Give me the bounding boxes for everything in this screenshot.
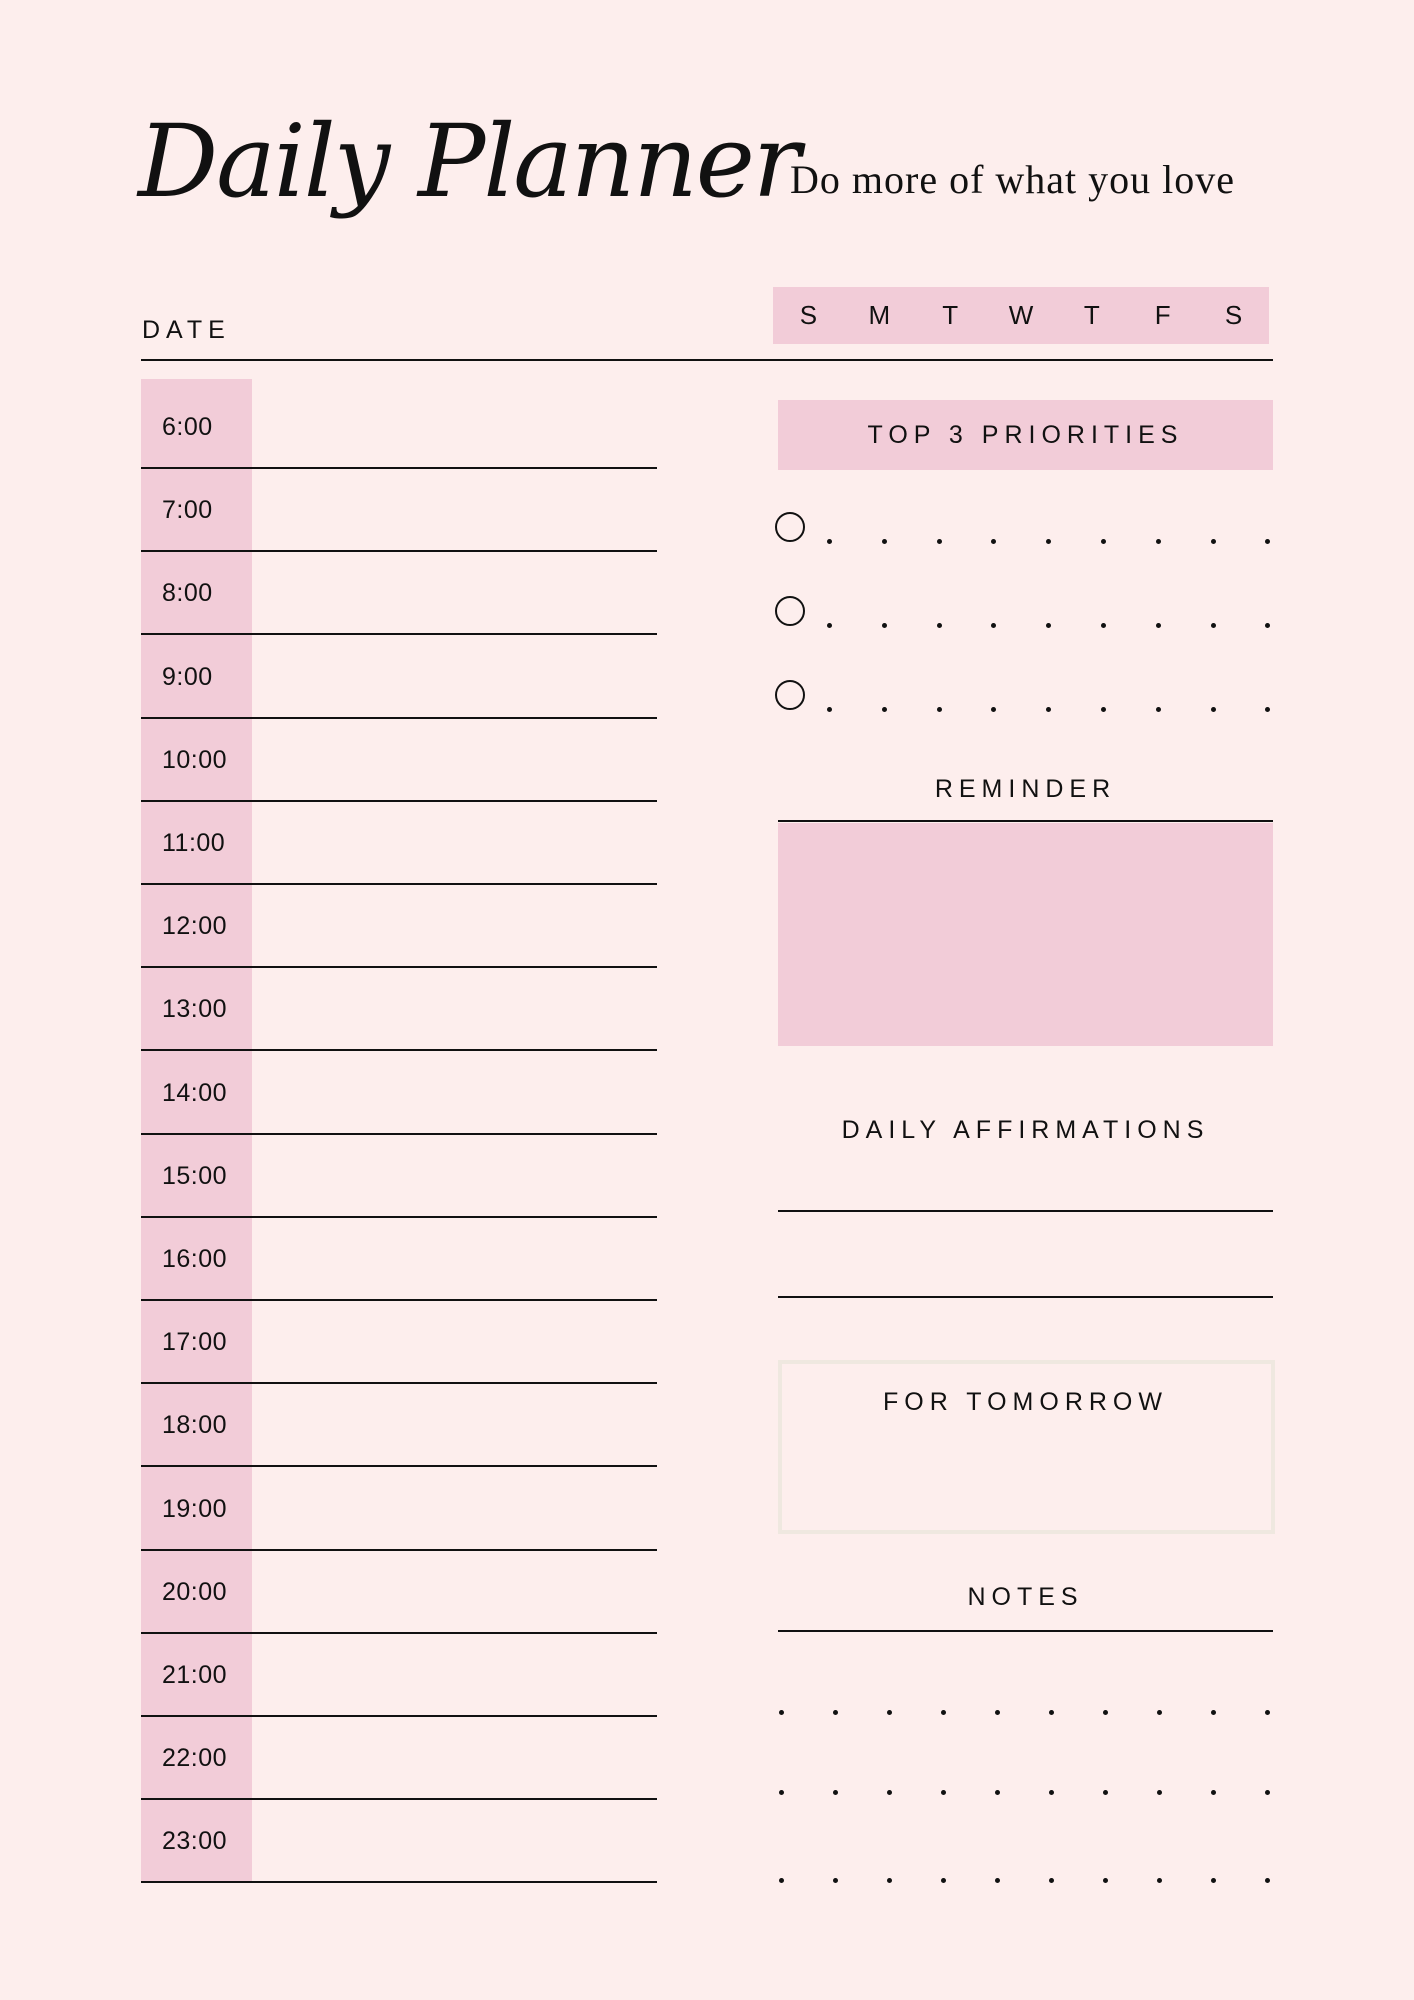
time-label: 10:00 (162, 745, 228, 774)
time-label: 7:00 (162, 496, 213, 525)
dot (1156, 539, 1161, 544)
dot (1103, 1878, 1108, 1883)
notes-dotted-line[interactable] (779, 1790, 1271, 1796)
time-label: 19:00 (162, 1494, 228, 1523)
dot (1101, 539, 1106, 544)
dot (1049, 1710, 1054, 1715)
schedule-line (141, 1881, 657, 1883)
weekday-monday[interactable]: M (868, 300, 891, 330)
dot (937, 707, 942, 712)
priority-item (775, 680, 1275, 720)
time-label: 18:00 (162, 1411, 228, 1440)
dot (1049, 1790, 1054, 1795)
dot (1046, 623, 1051, 628)
tomorrow-heading: FOR TOMORROW (883, 1388, 1168, 1416)
dot (1211, 623, 1216, 628)
dot (1265, 1878, 1270, 1883)
dot (937, 623, 942, 628)
dot (1157, 1790, 1162, 1795)
notes-heading: NOTES (967, 1583, 1084, 1611)
priority-dotted-line[interactable] (827, 539, 1271, 545)
time-label: 15:00 (162, 1161, 228, 1190)
schedule-row[interactable] (141, 719, 657, 802)
time-label: 13:00 (162, 995, 228, 1024)
weekday-sunday[interactable]: S (799, 300, 818, 330)
priorities-heading: TOP 3 PRIORITIES (778, 400, 1273, 470)
dot (887, 1878, 892, 1883)
dot (827, 707, 832, 712)
priority-item (775, 596, 1275, 636)
date-label: DATE (142, 316, 231, 344)
date-field-line[interactable] (141, 359, 1273, 361)
reminder-box[interactable] (778, 823, 1273, 1046)
affirmation-line-1[interactable] (778, 1210, 1273, 1212)
notes-dotted-line[interactable] (779, 1710, 1271, 1716)
priority-checkbox[interactable] (775, 596, 805, 626)
dot (833, 1790, 838, 1795)
weekday-thursday[interactable]: T (1083, 300, 1100, 330)
dot (1103, 1790, 1108, 1795)
schedule-row[interactable] (141, 1468, 657, 1551)
dot (991, 623, 996, 628)
dot (1156, 623, 1161, 628)
priority-dotted-line[interactable] (827, 623, 1271, 629)
schedule-row[interactable] (141, 1800, 657, 1883)
dot (1265, 1710, 1270, 1715)
dot (882, 707, 887, 712)
notes-rule (778, 1630, 1273, 1632)
time-label: 6:00 (162, 413, 213, 441)
weekday-selector (773, 287, 1269, 344)
time-label: 11:00 (162, 829, 226, 857)
priority-dotted-line[interactable] (827, 707, 1271, 713)
reminder-rule (778, 820, 1273, 822)
time-label: 21:00 (162, 1661, 228, 1689)
dot (995, 1710, 1000, 1715)
schedule-row[interactable] (141, 1634, 657, 1717)
schedule-row[interactable] (141, 1218, 657, 1301)
page-subtitle: Do more of what you love (790, 157, 1236, 202)
affirmation-line-2[interactable] (778, 1296, 1273, 1298)
schedule-row[interactable] (141, 885, 657, 968)
dot (779, 1710, 784, 1715)
dot (1103, 1710, 1108, 1715)
schedule-row[interactable] (141, 386, 657, 469)
dot (1046, 539, 1051, 544)
affirmations-heading: DAILY AFFIRMATIONS (841, 1116, 1210, 1144)
weekday-friday[interactable]: F (1154, 300, 1171, 330)
dot (1211, 539, 1216, 544)
dot (1211, 707, 1216, 712)
dot (941, 1710, 946, 1715)
priority-checkbox[interactable] (775, 512, 805, 542)
weekday-saturday[interactable]: S (1224, 300, 1243, 330)
dot (937, 539, 942, 544)
schedule-row[interactable] (141, 1551, 657, 1634)
time-label: 22:00 (162, 1744, 228, 1773)
dot (991, 539, 996, 544)
schedule-row[interactable] (141, 1052, 657, 1135)
dot (1211, 1790, 1216, 1795)
reminder-heading: REMINDER (934, 775, 1117, 803)
dot (779, 1790, 784, 1795)
dot (779, 1878, 784, 1883)
dot (1156, 707, 1161, 712)
time-label: 14:00 (162, 1078, 228, 1107)
dot (1265, 1790, 1270, 1795)
weekday-wednesday[interactable]: W (1008, 300, 1034, 330)
dot (1157, 1710, 1162, 1715)
schedule-row[interactable] (141, 1135, 657, 1218)
dot (1046, 707, 1051, 712)
schedule-row[interactable] (141, 1717, 657, 1800)
schedule-row[interactable] (141, 552, 657, 635)
page-title: Daily Planner (138, 103, 799, 220)
dot (1211, 1878, 1216, 1883)
dot (833, 1878, 838, 1883)
dot (995, 1790, 1000, 1795)
dot (887, 1790, 892, 1795)
schedule-row[interactable] (141, 469, 657, 552)
dot (941, 1790, 946, 1795)
schedule-row[interactable] (141, 968, 657, 1051)
dot (1101, 623, 1106, 628)
dot (833, 1710, 838, 1715)
dot (827, 623, 832, 628)
dot (1049, 1878, 1054, 1883)
dot (1265, 539, 1270, 544)
time-label: 17:00 (162, 1328, 228, 1357)
time-label: 12:00 (162, 912, 228, 941)
priority-checkbox[interactable] (775, 680, 805, 710)
dot (995, 1878, 1000, 1883)
time-label: 16:00 (162, 1245, 228, 1273)
time-label: 8:00 (162, 579, 213, 608)
dot (882, 539, 887, 544)
dot (1101, 707, 1106, 712)
dot (887, 1710, 892, 1715)
notes-dotted-line[interactable] (779, 1878, 1271, 1884)
dot (941, 1878, 946, 1883)
schedule-row[interactable] (141, 1384, 657, 1467)
dot (1157, 1878, 1162, 1883)
schedule-row[interactable] (141, 636, 657, 719)
schedule-row[interactable] (141, 1301, 657, 1384)
priority-item (775, 512, 1275, 552)
dot (827, 539, 832, 544)
time-label: 9:00 (162, 662, 213, 691)
dot (1211, 1710, 1216, 1715)
schedule-row[interactable] (141, 802, 657, 885)
dot (1265, 707, 1270, 712)
time-label: 20:00 (162, 1577, 228, 1606)
weekday-tuesday[interactable]: T (942, 300, 959, 330)
time-label: 23:00 (162, 1827, 228, 1856)
dot (991, 707, 996, 712)
dot (1265, 623, 1270, 628)
dot (882, 623, 887, 628)
